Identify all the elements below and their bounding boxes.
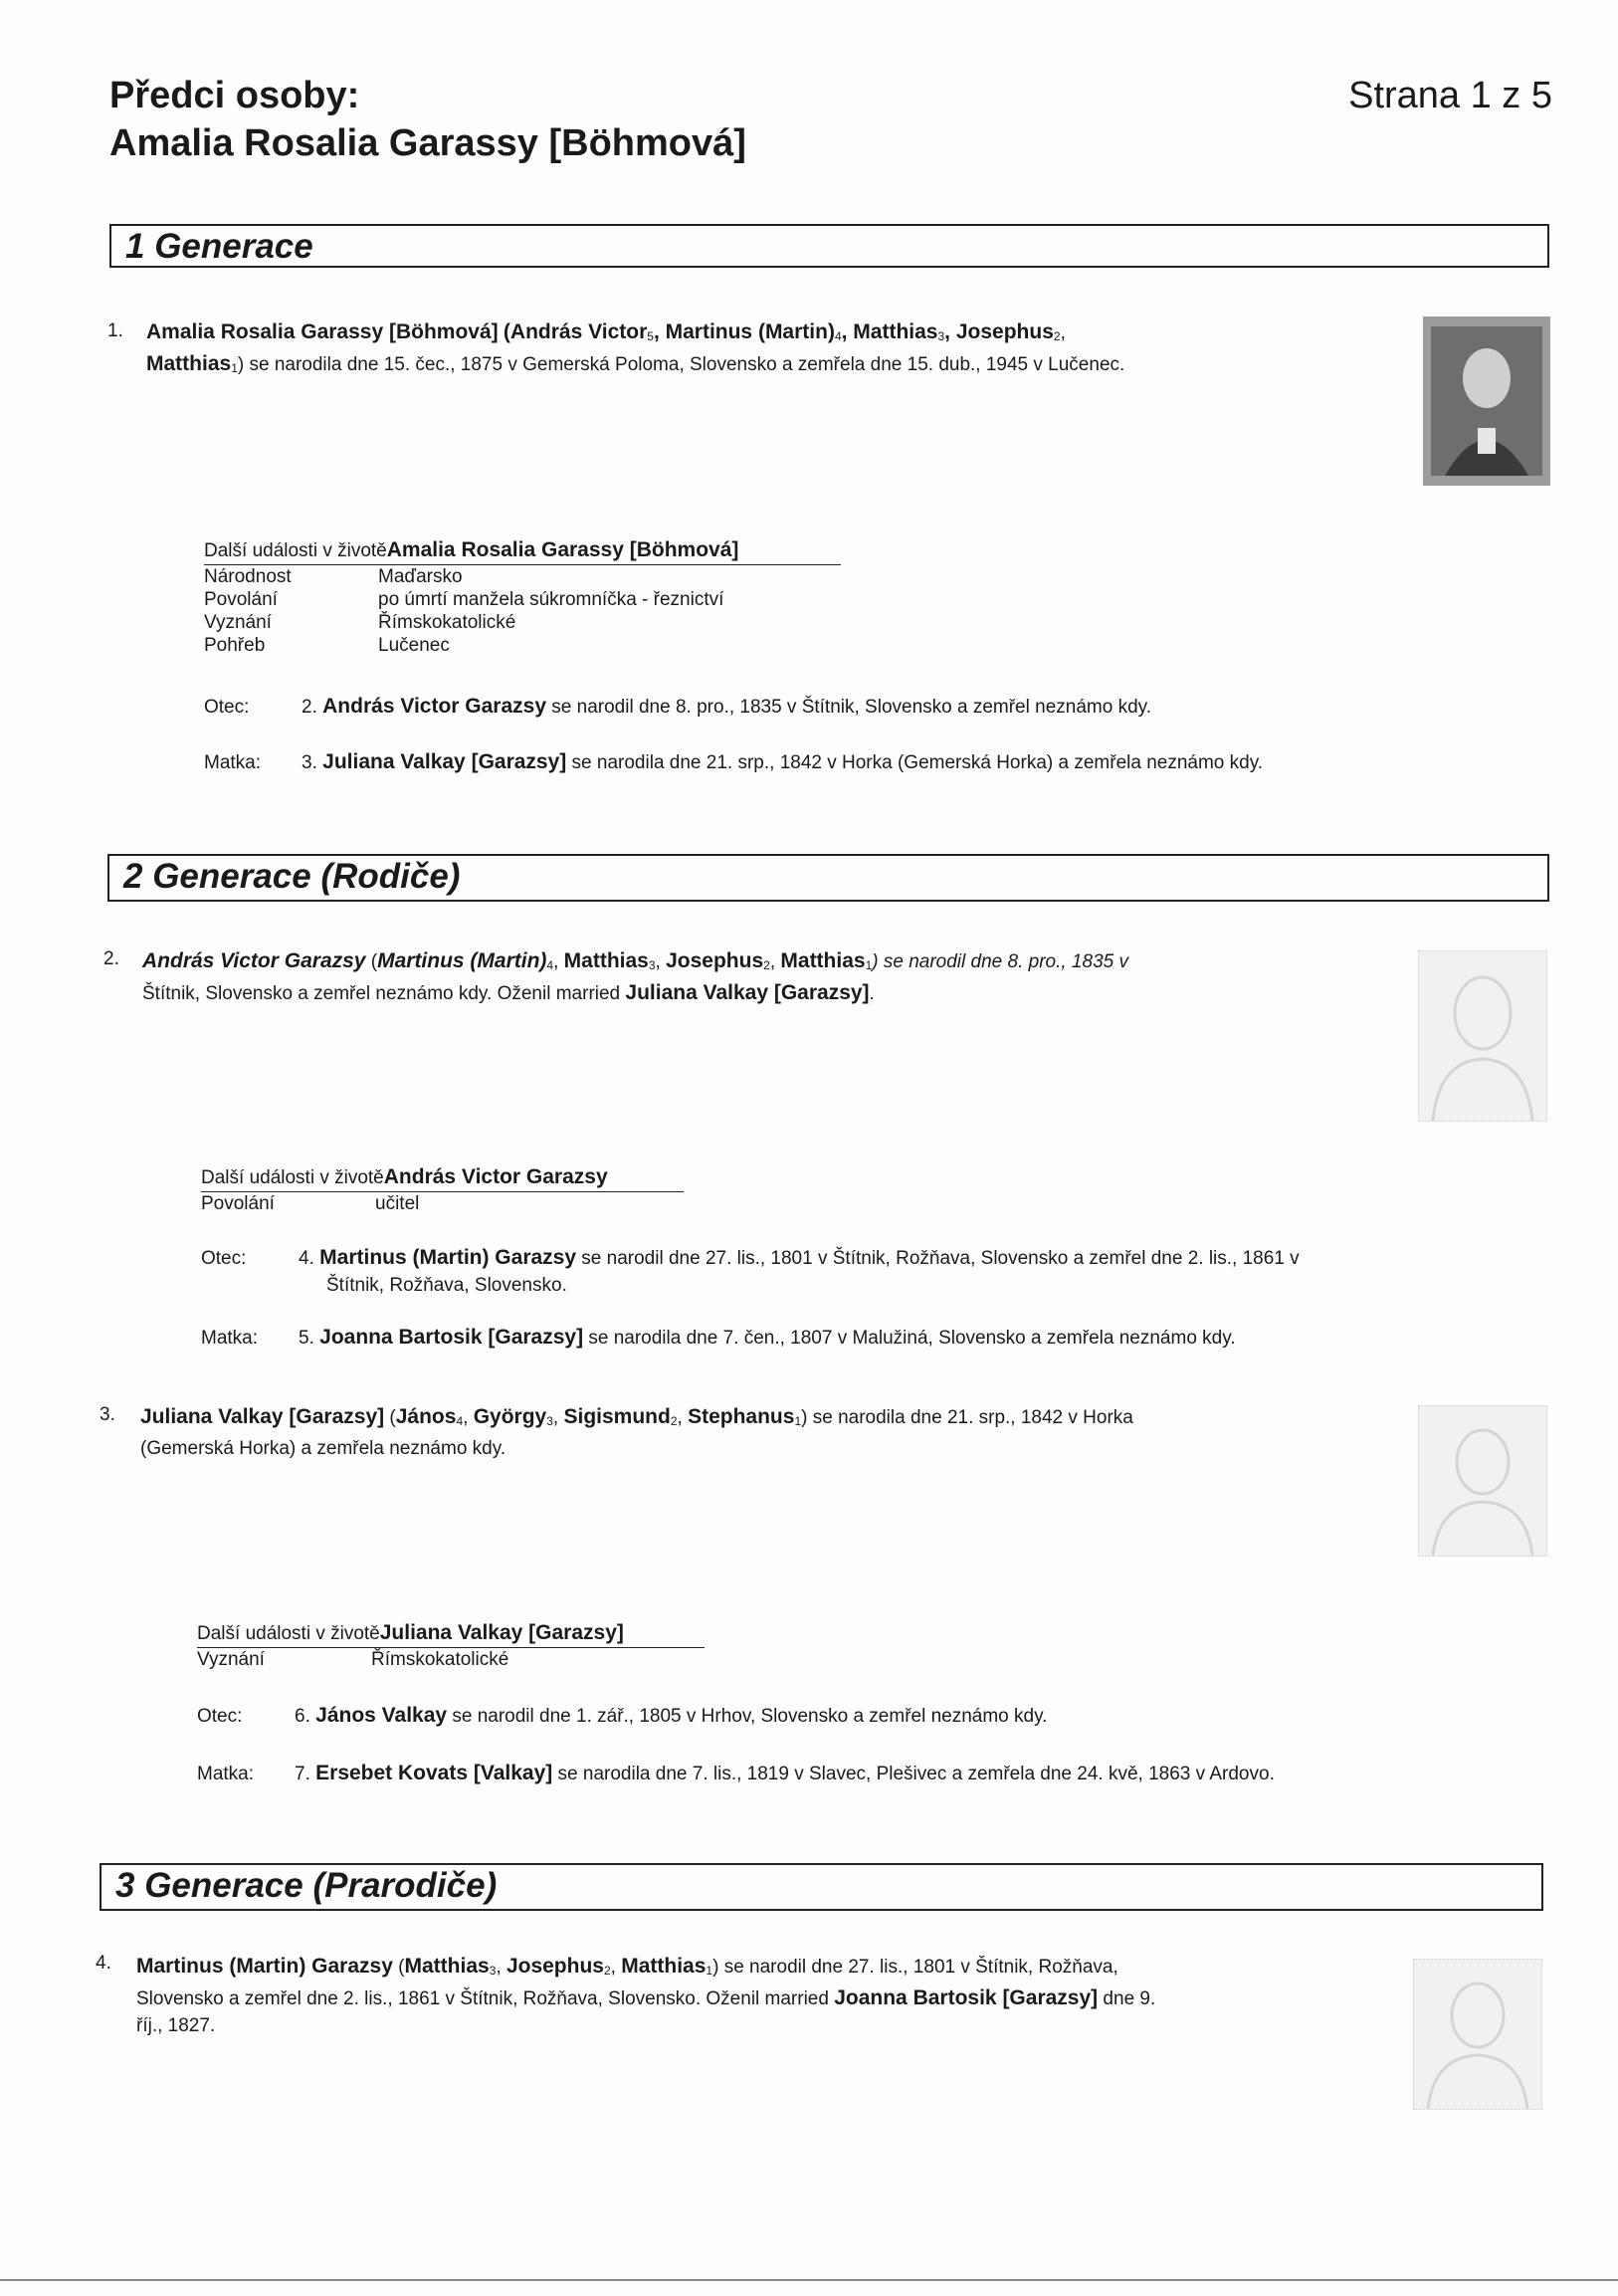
father-3: Otec: 6. János Valkay se narodil dne 1. zář., 1805 v Hrhov, Slovensko a zemřel neznámo kdy. xyxy=(197,1704,1048,1727)
mother-2: Matka: 5. Joanna Bartosik [Garazsy] se narodila dne 7. čen., 1807 v Malužiná, Slovensko a zemřela neznámo kdy. xyxy=(201,1326,1236,1349)
father-2: Otec: 4. Martinus (Martin) Garazsy se narodil dne 27. lis., 1801 v Štítnik, Rožňava, Slovensko a zemřel dne 2. lis., 1861 v Štítnik, Rožňava, Slovensko. xyxy=(201,1246,1300,1296)
events-1-table xyxy=(204,565,723,657)
entry-1-number: 1. xyxy=(107,320,123,341)
generation-1-heading xyxy=(109,224,1549,268)
entry-2-name: András Victor Garazsy xyxy=(142,949,366,972)
events-2-table xyxy=(201,1192,419,1215)
mother-1: Matka: 3. Juliana Valkay [Garazsy] se narodila dne 21. srp., 1842 v Horka (Gemerská Horka) a zemřela neznámo kdy. xyxy=(204,750,1264,773)
entry-2: András Victor Garazsy (Martinus $(Martin)_4$, Matthias$_3$, Josephus$_2$, Matthias$_1$) se narodil dne 8. pro., 1835 v Štítnik, Slovensko a zemřel neznámo kdy. Oženil married Juliana Valkay [Garazsy]. xyxy=(142,949,1128,1004)
mother-3: Matka: 7. Ersebet Kovats [Valkay] se narodila dne 7. lis., 1819 v Slavec, Plešivec a zemřela dne 24. kvě, 1863 v Ardovo. xyxy=(197,1762,1275,1784)
entry-2-number: 2. xyxy=(103,948,119,969)
events-1-heading: Další události v životěAmalia Rosalia Garassy [Böhmová] xyxy=(204,537,841,565)
events-3-heading: Další události v životěJuliana Valkay [Garazsy] xyxy=(197,1620,705,1648)
person-silhouette-icon xyxy=(1419,951,1546,1121)
generation-3-heading xyxy=(100,1863,1543,1911)
portrait-placeholder xyxy=(1418,1405,1547,1557)
entry-4-name: Martinus (Martin) Garazsy xyxy=(136,1955,393,1978)
events-3-table xyxy=(197,1648,508,1671)
page-title xyxy=(109,72,746,167)
event-row: Povolání učitel xyxy=(201,1193,420,1214)
generation-3-title: 3 Generace (Prarodiče) xyxy=(115,1866,498,1905)
portrait-placeholder xyxy=(1418,950,1547,1122)
page-bottom-edge xyxy=(0,2279,1618,2281)
portrait-placeholder xyxy=(1413,1959,1542,2110)
person-silhouette-icon xyxy=(1419,1406,1546,1556)
entry-3-number: 3. xyxy=(100,1404,115,1425)
entry-3: Juliana Valkay [Garazsy] (János$_4$, György$_3$, Sigismund$_2$, Stephanus$_1$) se narodila dne 21. srp., 1842 v Horka (Gemerská Horka) a zemřela neznámo kdy. xyxy=(140,1405,1133,1459)
entry-1-text: ) se narodila dne 15. čec., 1875 v Gemerská Poloma, Slovensko a zemřela dne 15. dub., 1945 v Lučenec. xyxy=(237,354,1125,375)
generation-1-title: 1 Generace xyxy=(125,227,313,266)
entry-3-name: Juliana Valkay [Garazsy] xyxy=(140,1405,385,1428)
generation-2-heading xyxy=(107,854,1549,902)
person-silhouette-icon xyxy=(1414,1960,1541,2109)
page-number: Strana 1 z 5 xyxy=(1348,75,1552,116)
events-2-heading: Další události v životěAndrás Victor Garazsy xyxy=(201,1164,684,1192)
event-row: Povolání po úmrtí manžela súkromníčka - řeznictví xyxy=(204,589,724,610)
father-1: Otec: 2. András Victor Garazsy se narodil dne 8. pro., 1835 v Štítnik, Slovensko a zemřel neznámo kdy. xyxy=(204,695,1152,718)
entry-4-number: 4. xyxy=(96,1953,111,1974)
event-row: Národnost Maďarsko xyxy=(204,566,463,587)
event-row: Vyznání Římskokatolické xyxy=(204,612,516,633)
generation-2-title: 2 Generace (Rodiče) xyxy=(123,857,461,896)
portrait-image-icon xyxy=(1423,316,1550,486)
entry-1-name: Amalia Rosalia Garassy [Böhmová] xyxy=(146,320,499,343)
event-row: Vyznání Římskokatolické xyxy=(197,1649,509,1670)
entry-4: Martinus (Martin) Garazsy (Matthias$_3$, Josephus$_2$, Matthias$_1$) se narodil dne 27. lis., 1801 v Štítnik, Rožňava, Slovensko a zemřel dne 2. lis., 1861 v Štítnik, Rožňava, Slovensko. Oženil married Joanna Bartosik [Garazsy] dne 9. říj., 1827. xyxy=(136,1955,1156,2036)
title-line-1: Předci osoby: xyxy=(109,75,360,116)
title-line-2: Amalia Rosalia Garassy [Böhmová] xyxy=(109,122,746,164)
entry-1: Amalia Rosalia Garassy [Böhmová] (András Victor$_5$, Martinus $(Martin)_4$, Matthias$_3$, Josephus$_2$, Matthias$_1$) se narodila dne 15. čec., 1875 v Gemerská Poloma, Slovensko a zemřela dne 15. dub., 1945 v Lučenec. xyxy=(146,320,1125,375)
event-row: Pohřeb Lučenec xyxy=(204,635,450,656)
portrait-photo xyxy=(1423,316,1550,486)
